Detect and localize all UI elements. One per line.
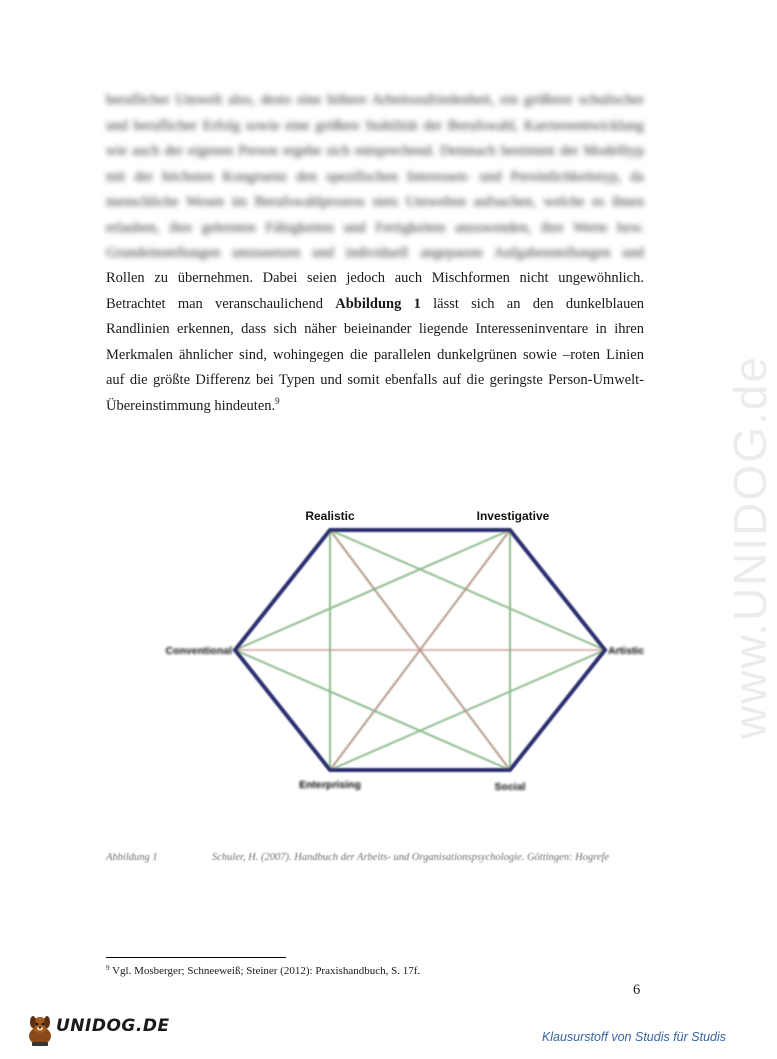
footnote-divider bbox=[106, 957, 286, 958]
label-investigative: Investigative bbox=[476, 509, 550, 523]
body-text: Betrachtet man veranschaulichend bbox=[106, 295, 323, 312]
body-line bbox=[106, 394, 644, 420]
page-number: 6 bbox=[633, 982, 641, 998]
blurred-line: beruflicher Umwelt also, desto eine höhere Arbeitszufriedenheit, ein größerer schulischer bbox=[106, 92, 644, 108]
watermark-text: www.UNIDOG.de bbox=[724, 355, 776, 739]
body-text: lässt sich an den dunkelblauen bbox=[433, 295, 645, 312]
figure-caption-label: Abbildung 1 bbox=[106, 852, 158, 863]
blurred-line: wie auch der eigenen Person ergebe sich entsprechend. Demnach bestimmt der Modelltyp bbox=[106, 143, 644, 159]
body-line: Randlinien erkennen, dass sich näher beieinander liegende Interesseninventare in ihren bbox=[106, 321, 644, 337]
figure-caption-source: Schuler, H. (2007). Handbuch der Arbeits- und Organisationspsychologie. Göttingen: Hogrefe bbox=[212, 852, 610, 863]
unidog-logo bbox=[22, 1012, 170, 1048]
label-enterprising: Enterprising bbox=[299, 779, 361, 791]
label-artistic: Artistic bbox=[608, 645, 645, 657]
label-social: Social bbox=[494, 781, 526, 793]
label-conventional: Conventional bbox=[165, 645, 232, 657]
body-line: Merkmalen ähnlicher sind, wohingegen die parallelen dunkelgrünen sowie –roten Linien bbox=[106, 346, 644, 363]
footer-slogan: Klausurstoff von Studis für Studis bbox=[541, 1030, 726, 1044]
body-text: Übereinstimmung hindeuten. bbox=[106, 397, 276, 414]
footnote-reference: 9 bbox=[275, 395, 280, 406]
logo-text: UNIDOG.DE bbox=[56, 1016, 170, 1036]
footnote bbox=[106, 964, 420, 977]
figure-reference: Abbildung 1 bbox=[335, 295, 421, 312]
body-line bbox=[106, 292, 644, 318]
body-line: Rollen zu übernehmen. Dabei seien jedoch auch Mischformen nicht ungewöhnlich. bbox=[106, 270, 644, 286]
hexagon-diagram bbox=[140, 500, 645, 800]
body-line: auf die größte Differenz bei Typen und somit ebenfalls auf die geringste Person-Umwelt- bbox=[106, 372, 644, 388]
footnote-number: 9 bbox=[106, 964, 110, 972]
blurred-line: mit der höchsten Kongruenz den spezifischen Interessen- und Persönlichkeitstyp, da bbox=[106, 168, 644, 185]
footnote-text: Vgl. Mosberger; Schneeweiß; Steiner (2012): Praxishandbuch, S. 17f. bbox=[112, 965, 421, 977]
holland-hexagon-figure bbox=[140, 500, 645, 800]
blurred-line: und beruflicher Erfolg sowie eine größere Stabilität der Berufswahl, Karriereentwicklung bbox=[106, 117, 644, 134]
blurred-line: Grundeinstellungen umzusetzen und individuell angepasste Aufgabenstellungen und bbox=[106, 245, 644, 261]
dog-icon bbox=[22, 1012, 58, 1048]
blurred-line: erlauben, ihre gelernten Fähigkeiten und Fertigkeiten anzuwenden, ihre Werte bzw. bbox=[106, 219, 644, 236]
blurred-paragraph bbox=[106, 88, 644, 267]
label-realistic: Realistic bbox=[305, 509, 355, 523]
blurred-line: menschliche Wesen im Berufswahlprozess stets Umwelten aufsuchen, welche es ihnen bbox=[106, 194, 644, 210]
body-paragraph bbox=[106, 266, 644, 419]
